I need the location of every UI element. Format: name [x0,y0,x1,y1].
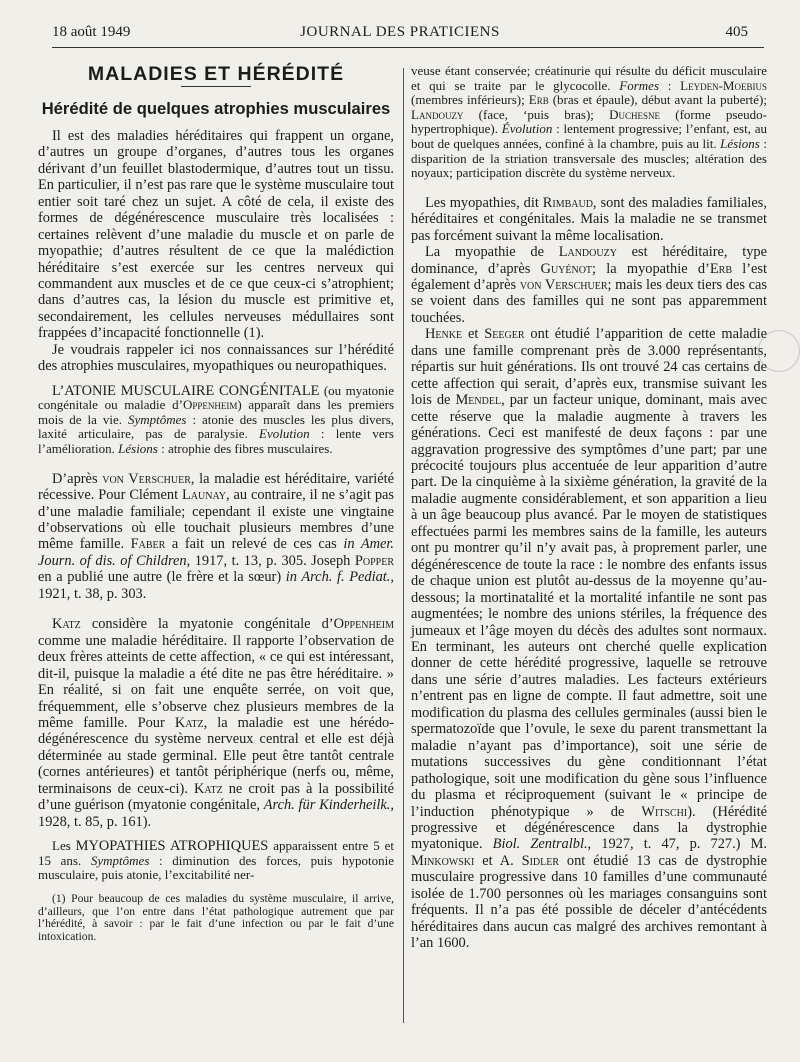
author-name: Launay [181,487,226,504]
author-name: Popper [354,552,394,569]
label-lesions: Lésions [720,135,760,151]
title-rule [181,86,251,87]
library-stamp [758,330,800,372]
running-head [52,24,748,46]
reference: Biol. Zentralbl., [492,836,592,853]
article-title: Hérédité de quelques atrophies musculaires [41,99,391,119]
author-name: Katz [193,780,223,797]
label-symptomes: Symptômes [127,411,187,427]
author-name: Katz [52,616,81,633]
paragraph-landouzy: La myopathie de Landouzy est héréditaire, type dominance, d’après Guyénot; la myopathie d’Erb l’est également d’après von Verschuer; mais les deux tiers des cas se voient dans des familles qui ne sont pas apparemment touchées. [411,244,768,326]
author-name: von Verschuer [519,277,608,294]
reference: Arch. für Kinderheilk., [263,797,395,814]
right-column [411,64,767,952]
author-name: Guyénot [540,260,593,277]
left-column [38,64,394,943]
author-name: Duchesne [609,106,661,122]
author-name: Seeger [484,326,525,343]
paragraph-atonie: L’ATONIE MUSCULAIRE CONGÉNITALE (ou myatonie congénitale ou maladie d’Oppenheim) apparaît dans les premiers mois de la vie. Symptômes : atonie des muscles les plus divers, laxité articulaire, pas de paralysie. Evolution : lente vers l’amélioration. Lésions : atrophie des fibres musculaires. [38,382,395,457]
reference: in Arch. f. Pediat., [285,569,394,586]
label-evolution: Évolution [501,121,553,137]
paragraph-rimbaud: Les myopathies, dit Rimbaud, sont des maladies familiales, héréditaires et congénitales. Mais la maladie ne se transmet pas forcément suivant la même localisation. [411,194,767,244]
label-symptomes: Symptômes [90,852,150,868]
author-name: Leyden-Moebius [680,77,767,93]
myopathies-heading: MYOPATHIES ATROPHIQUES [75,838,269,855]
journal-title: JOURNAL DES PRATICIENS [300,24,500,40]
author-name: Landouzy [411,106,464,122]
reference: in Amer. Journ. of dis. of Children, [38,536,395,569]
atonie-heading: L’ATONIE MUSCULAIRE CONGÉNITALE [52,382,320,399]
author-name: Erb [528,92,549,108]
column-divider [403,68,404,1023]
author-name: Katz [174,715,204,732]
issue-date: 18 août 1949 [52,24,131,40]
page-number: 405 [725,24,748,40]
author-name: Rimbaud [542,194,593,211]
paragraph-henke-seeger: Henke et Seeger ont étudié l’apparition de cette maladie dans une famille comprenant près de 3.000 représentants, répartis sur huit générations. Ils ont trouvé 24 cas certains de cette affection qui serait, d’après eux, transmise suivant les lois de Mendel, par un facteur unique, dominant, mais avec cette réserve que la maladie augmente à travers les générations. Ceci est manifesté de deux façons : par une aggravation progressive des symptômes d’une part; par une précocité toujours plus accentuée de leur apparition d’autre part. De la cinquième à la sixième génération, la gravité de la maladie augmente considérablement, et son apparition a lieu à un âge beaucoup plus avancé. Par le moyen de statistiques effectuées parmi les membres sains de la famille, les auteurs ont pu montrer qu’il n’y avait pas, à proprement parler, une dégénérescence de toute la race : le nombre des enfants issus de chaque union est plutôt au-dessus de la moyenne qu’au-dessous; la mortinatalité et la mortalité infantile ne sont pas augmentées; le nombre des unions stériles, la fréquence des jumeaux et l’âge moyen du décès des adultes sont normaux. En terminant, les auteurs ont cherché quelle explication donner de cette hérédité progressive, laquelle se retrouve dans une série d’autres maladies. Les facteurs extérieurs n’entrent pas en ligne de compte. Il faut admettre, soit une modification du plasma des cellules germinales (aussi bien le spermatozoïde que l’ovule, le sexe du parent transmettant la maladie n’ayant pas d’importance), soit une série de mutations successives du gène conditionnant l’état pathologique, soit une modification du gène sous l’influence du plasma et réciproquement (suivant le « principe de l’induction phénotypique » de Witschi). (Hérédité progressive et dégénérescence dans la dystrophie myatonique. Biol. Zentralbl., 1927, t. 47, p. 727.) M. Minkowski et A. Sidler ont étudié 13 cas de dystrophie musculaire progressive dans 10 familles d’une communauté isolée de 1.700 personnes où les mariages consanguins sont fréquents. Il n’a pas été possible de déceler d’antécédents héréditaires dans aucun cas malgré des archives remontant à l’an 1600. [411,326,767,952]
label-formes: Formes [619,77,660,93]
author-name: Oppenheim [182,397,238,413]
header-rule [52,47,764,48]
author-name: Erb [709,260,732,277]
author-name: Witschi [641,803,688,820]
author-name: Henke [425,326,463,343]
paragraph-recall: Je voudrais rappeler ici nos connaissances sur l’hérédité des atrophies musculaires, myopathiques ou neuropathiques. [38,341,394,375]
paragraph-myopathies: Les MYOPATHIES ATROPHIQUES apparaissent entre 5 et 15 ans. Symptômes : diminution des forces, puis hypotonie musculaire, puis atonie, l’excitabilité ner- [38,838,394,883]
author-name: Mendel [455,392,502,409]
label-evolution: Evolution [259,426,310,442]
footnote: (1) Pour beaucoup de ces maladies du système musculaire, il arrive, d’ailleurs, que l’on entre dans l’état pathologique autrement que par l’hérédité, à savoir : par le fait d’une infection ou par le fait d’une intoxication. [38,891,394,943]
author-name: Oppenheim [333,616,394,633]
paragraph-continuation: veuse étant conservée; créatinurie qui résulte du déficit musculaire et qui se traite par le glycocolle. Formes : Leyden-Moebius (membres inférieurs); Erb (bras et épaule), début avant la puberté); Landouzy (face, ‘puis bras); Duchesne (forme pseudo-hypertrophique). Évolution : lentement progressive; l’enfant, est, au bout de quelques années, confiné à la chambre, puis au lit. Lésions : disparition de la striation transversale des muscles; altération des noyaux; participation discrète du système nerveux. [411,63,767,181]
paragraph-intro: Il est des maladies héréditaires qui frappent un organe, d’autres un groupe d’organes, d’autres tous les organes dérivant d’un feuillet blastodermique, d’autres tout un tissu. En particulier, il n’est pas rare que le système musculaire tout entier soit taré chez un sujet. A côté de cela, il existe des formes de dégénérescence musculaire très localisées : certaines relèvent d’une maladie du muscle et on parle de myopathie; d’autres résultent de ce que la malédiction héréditaire s’est exercée sur les centres nerveux qui commandent aux muscles et de ce que ceux-ci s’atrophient; dans d’autres cas, la lésion du muscle est primitive et, secondairement, les cellules nerveuses médullaires sont frappées d’incapacité fonctionnelle (1). [38,127,394,342]
label-lesions: Lésions [118,441,158,457]
section-title: MALADIES ET HÉRÉDITÉ [87,63,345,85]
paragraph-katz: Katz considère la myatonie congénitale d’Oppenheim comme une maladie héréditaire. Il rapporte l’observation de deux frères atteints de cette affection, « ce qui est intéressant, dit-il, puisque la maladie a été dite ne pas être héréditaire. » En réalité, si on fait une enquête serrée, on voit que, fréquemment, elle s’observe chez plusieurs membres de la même famille. Pour Katz, la maladie est une hérédo-dégénérescence du système nerveux central et elle est déjà déterminée au stade germinal. Elle peut être tantôt centrale (cornes antérieures) et tantôt périphérique (nerfs ou, même, terminaisons de ceux-ci). Katz ne croit pas à la possibilité d’une guérison (myatonie congénitale, Arch. für Kinderheilk., 1928, t. 85, p. 161). [38,616,395,830]
paragraph-verschuer: D’après von Verschuer, la maladie est héréditaire, variété récessive. Pour Clément Launay, au contraire, il ne s’agit pas d’une maladie familiale; cependant il existe une vingtaine d’observations où elle touchait plusieurs membres d’une même famille. Faber a fait un relevé de ces cas in Amer. Journ. of dis. of Children, 1917, t. 13, p. 305. Joseph Popper en a publié une autre (le frère et la sœur) in Arch. f. Pediat., 1921, t. 38, p. 303. [38,470,395,602]
author-name: von Verschuer [102,470,191,487]
author-name: Landouzy [558,244,617,261]
author-name: Minkowski [411,852,475,869]
author-name: Faber [130,536,166,553]
author-name: Sidler [521,852,560,869]
